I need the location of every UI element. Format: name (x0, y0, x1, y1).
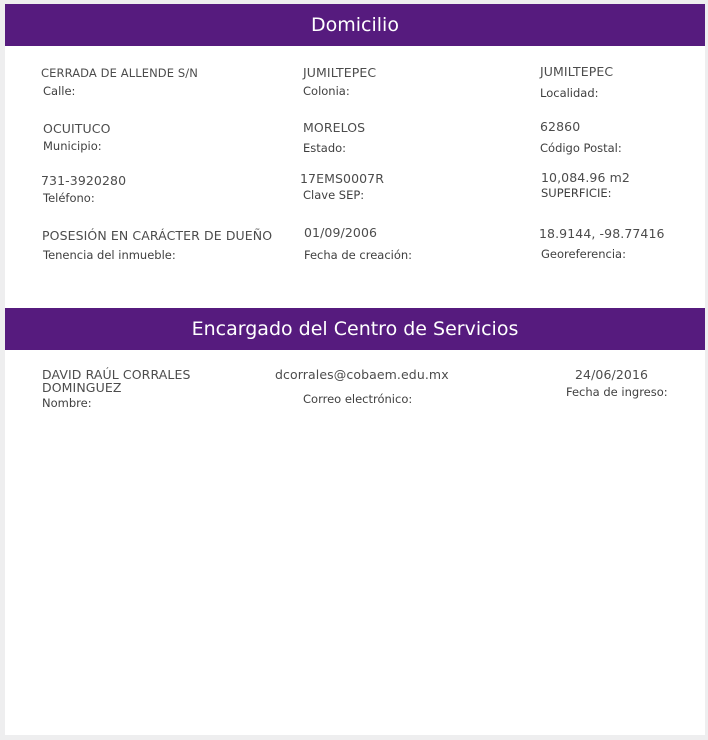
field-colonia (303, 66, 376, 98)
field-clave-sep (300, 172, 384, 202)
fecha-creacion-label: Fecha de creación: (304, 248, 413, 262)
colonia-value: JUMILTEPEC (303, 65, 377, 80)
field-telefono (41, 174, 126, 205)
superficie-label: SUPERFICIE: (541, 186, 612, 200)
domicilio-header: Domicilio (5, 4, 705, 46)
calle-label: Calle: (43, 84, 76, 98)
codigo-postal-value: 62860 (540, 119, 581, 134)
localidad-label: Localidad: (540, 86, 599, 100)
tenencia-value: POSESIÓN EN CARÁCTER DE DUEÑO (42, 228, 273, 243)
fecha-ingreso-value: 24/06/2016 (575, 367, 649, 382)
clave-sep-value: 17EMS0007R (300, 171, 385, 186)
codigo-postal-label: Código Postal: (540, 141, 622, 155)
colonia-label: Colonia: (303, 84, 350, 98)
telefono-label: Teléfono: (43, 191, 95, 205)
estado-value: MORELOS (303, 120, 366, 135)
field-fecha-creacion (304, 226, 412, 262)
municipio-value: OCUITUCO (43, 121, 111, 136)
field-superficie (541, 171, 630, 200)
superficie-value: 10,084.96 m2 (541, 170, 630, 185)
nombre-label: Nombre: (42, 396, 92, 410)
fecha-creacion-value: 01/09/2006 (304, 225, 378, 240)
field-nombre (42, 368, 252, 410)
encargado-header: Encargado del Centro de Servicios (5, 308, 705, 350)
georeferencia-value: 18.9144, -98.77416 (539, 226, 665, 241)
field-correo (275, 368, 449, 406)
field-georeferencia (539, 227, 665, 261)
correo-value: dcorrales@cobaem.edu.mx (275, 367, 449, 382)
fecha-ingreso-label: Fecha de ingreso: (566, 385, 668, 399)
field-codigo-postal (540, 120, 622, 155)
field-municipio (43, 122, 111, 153)
municipio-label: Municipio: (43, 139, 102, 153)
field-localidad (540, 65, 613, 100)
localidad-value: JUMILTEPEC (540, 64, 614, 79)
nombre-value: DAVID RAÚL CORRALES DOMINGUEZ (42, 367, 191, 395)
clave-sep-label: Clave SEP: (303, 188, 365, 202)
calle-value: CERRADA DE ALLENDE S/N (41, 66, 198, 80)
info-panel (5, 4, 705, 735)
field-calle (41, 66, 198, 98)
field-tenencia (42, 229, 272, 262)
correo-label: Correo electrónico: (303, 392, 413, 406)
field-estado (303, 121, 365, 155)
field-fecha-ingreso (566, 368, 668, 399)
telefono-value: 731-3920280 (41, 173, 127, 188)
estado-label: Estado: (303, 141, 347, 155)
tenencia-label: Tenencia del inmueble: (43, 248, 176, 262)
georeferencia-label: Georeferencia: (541, 247, 626, 261)
